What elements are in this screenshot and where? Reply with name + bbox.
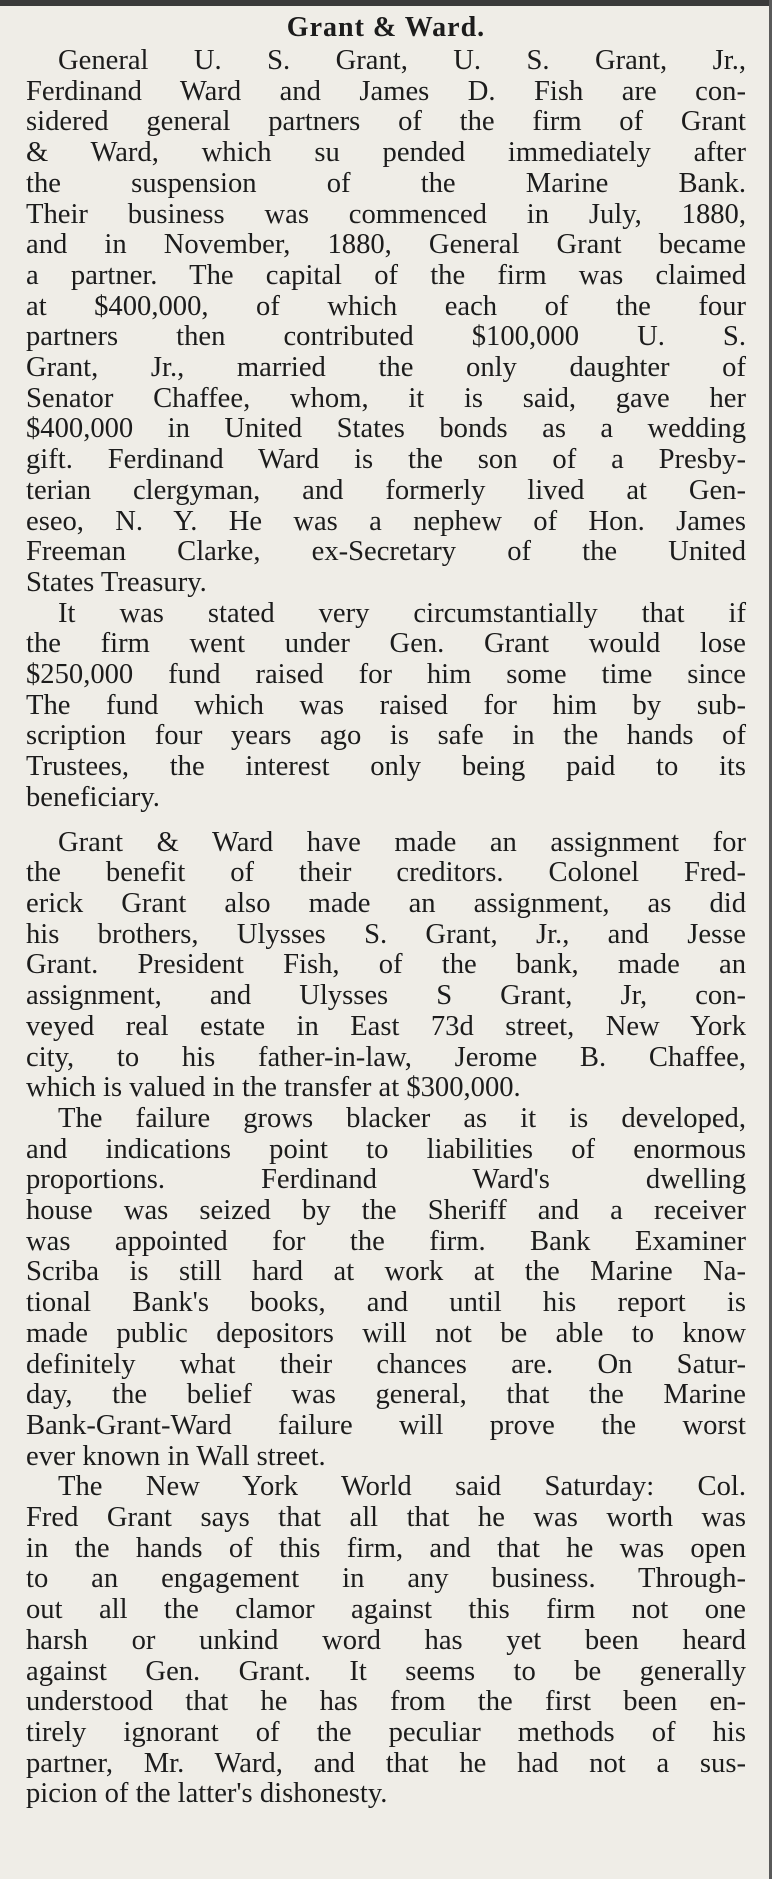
text-line: out all the clamor against this firm not one [26,1594,746,1626]
text-line: made public depositors will not be able to know [26,1317,746,1349]
text-line: scription four years ago is safe in the hands of [26,720,746,752]
text-line: proportions. Ferdinand Ward's dwelling [26,1164,746,1196]
text-line: & Ward, which su pended immediately after [26,137,746,169]
text-line: the benefit of their creditors. Colonel Fred- [26,857,746,889]
text-line: Scriba is still hard at work at the Marine Na- [26,1256,746,1288]
text-line: definitely what their chances are. On Satur- [26,1348,746,1380]
text-line: ever known in Wall street. [26,1440,326,1472]
text-line: erick Grant also made an assignment, as did [26,887,746,919]
text-line: eseo, N. Y. He was a nephew of Hon. James [26,505,746,537]
text-line: General U. S. Grant, U. S. Grant, Jr., [58,45,746,76]
text-line: picion of the latter's dishonesty. [26,1778,388,1810]
text-line: to an engagement in any business. Through- [26,1563,746,1595]
text-line: Senator Chaffee, whom, it is said, gave her [26,382,746,414]
text-line: understood that he has from the first been en- [26,1686,746,1718]
text-line: and in November, 1880, General Grant became [26,229,746,261]
text-line: which is valued in the transfer at $300,000. [26,1072,521,1104]
top-rule [0,0,772,6]
text-line: was appointed for the firm. Bank Examiner [26,1225,746,1257]
text-line: harsh or unkind word has yet been heard [26,1624,746,1656]
paragraph-5 [26,1472,746,1810]
text-line: Trustees, the interest only being paid to its [26,751,746,783]
text-line: in the hands of this firm, and that he was open [26,1532,746,1564]
text-line: Ferdinand Ward and James D. Fish are con- [26,75,746,107]
text-line: assignment, and Ulysses S Grant, Jr, con- [26,980,746,1012]
text-line: house was seized by the Sheriff and a receiver [26,1195,746,1227]
text-line: the suspension of the Marine Bank. [26,167,746,199]
paragraph-2 [26,599,746,814]
text-line: Grant & Ward have made an assignment for [58,826,746,858]
article-headline: Grant & Ward. [286,12,486,43]
text-line: tirely ignorant of the peculiar methods of his [26,1716,746,1748]
text-line: at $400,000, of which each of the four [26,290,746,322]
paragraph-gap [26,814,746,828]
text-line: States Treasury. [26,566,207,598]
text-line: gift. Ferdinand Ward is the son of a Presby- [26,444,746,476]
text-line: and indications point to liabilities of enormous [26,1133,746,1165]
text-line: Freeman Clarke, ex-Secretary of the United [26,536,746,568]
text-line: The fund which was raised for him by sub- [26,689,746,721]
text-line: Their business was commenced in July, 1880, [26,198,746,230]
text-line: city, to his father-in-law, Jerome B. Chaffee, [26,1041,746,1073]
text-line: Bank-Grant-Ward failure will prove the worst [26,1409,746,1441]
article-body [26,46,746,1810]
text-line: Grant. President Fish, of the bank, made an [26,949,746,981]
text-line: veyed real estate in East 73d street, New York [26,1010,746,1042]
text-line: The New York World said Saturday: Col. [58,1471,746,1503]
text-line: the firm went under Gen. Grant would lose [26,628,746,660]
text-line: partner, Mr. Ward, and that he had not a sus- [26,1747,746,1779]
text-line: partners then contributed $100,000 U. S. [26,321,746,353]
text-line: against Gen. Grant. It seems to be generally [26,1655,746,1687]
text-line: The failure grows blacker as it is developed, [58,1102,746,1134]
text-line: beneficiary. [26,781,160,813]
text-line: $400,000 in United States bonds as a wedding [26,413,746,445]
paragraph-3 [26,828,746,1104]
paragraph-1 [26,46,746,599]
text-line: Fred Grant says that all that he was worth was [26,1502,746,1534]
text-line: It was stated very circumstantially that if [58,597,746,629]
text-line: Grant, Jr., married the only daughter of [26,352,746,384]
text-line: terian clergyman, and formerly lived at Gen- [26,474,746,506]
text-line: a partner. The capital of the firm was claimed [26,259,746,291]
text-line: sidered general partners of the firm of Grant [26,106,746,138]
paragraph-4 [26,1104,746,1472]
text-line: day, the belief was general, that the Marine [26,1379,746,1411]
text-line: $250,000 fund raised for him some time since [26,659,746,691]
text-line: tional Bank's books, and until his report is [26,1287,746,1319]
text-line: his brothers, Ulysses S. Grant, Jr., and Jesse [26,918,746,950]
